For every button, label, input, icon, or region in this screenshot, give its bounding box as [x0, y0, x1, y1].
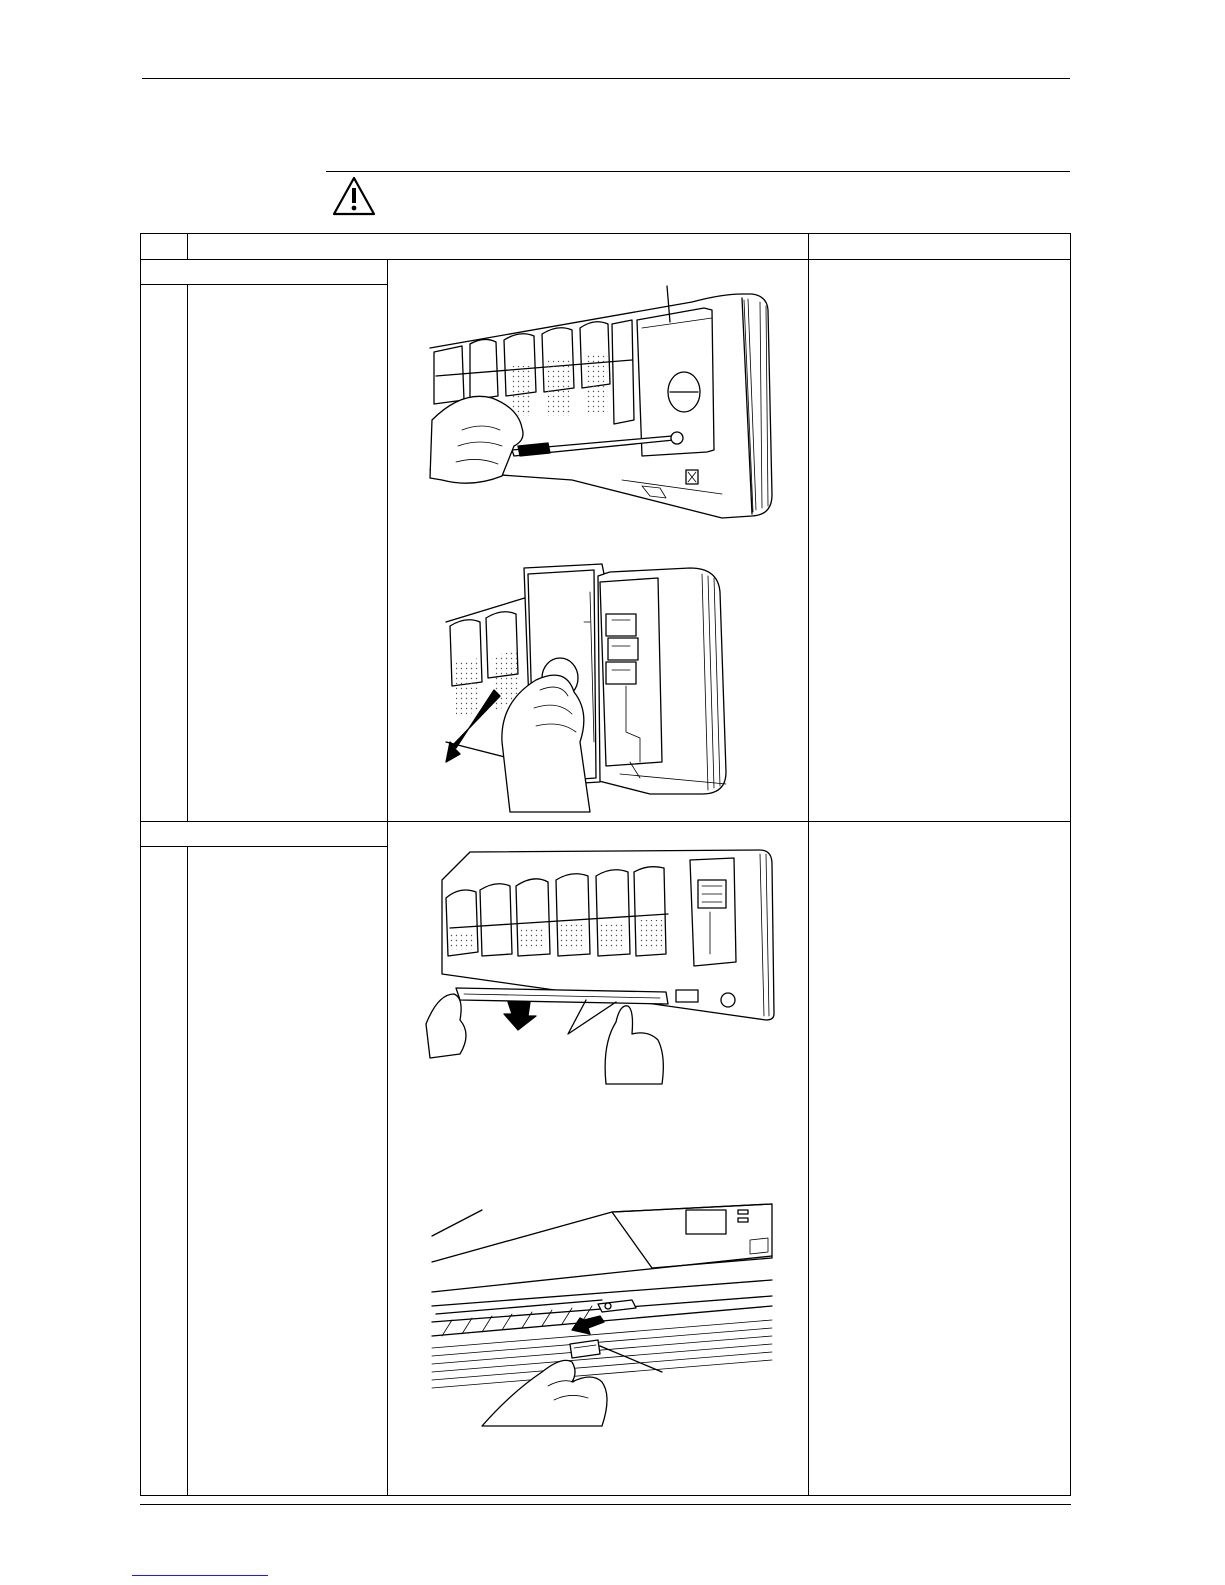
- illustration-screw-removal: [422, 280, 802, 530]
- illustration-cover-removal: [440, 562, 760, 812]
- table-header-rule: [140, 259, 1071, 260]
- warning-triangle-icon: [332, 176, 376, 216]
- illustration-front-grille-panel: [420, 844, 780, 1084]
- warning-rule: [326, 171, 1070, 172]
- section1-procedure-divider: [387, 259, 388, 822]
- footer-rule: [140, 1504, 1071, 1505]
- col-divider-notes: [808, 233, 809, 1496]
- illustration-hook-release: [422, 1196, 782, 1426]
- section2-step-divider: [187, 846, 188, 1496]
- section-divider: [140, 821, 1071, 822]
- section2-procedure-divider: [387, 821, 388, 1496]
- section1-title-rule: [140, 284, 388, 285]
- col-divider-step: [187, 233, 188, 260]
- footer-link-underline[interactable]: [132, 1575, 268, 1576]
- header-rule: [142, 78, 1070, 79]
- section2-title-rule: [140, 846, 388, 847]
- section1-step-divider: [187, 284, 188, 822]
